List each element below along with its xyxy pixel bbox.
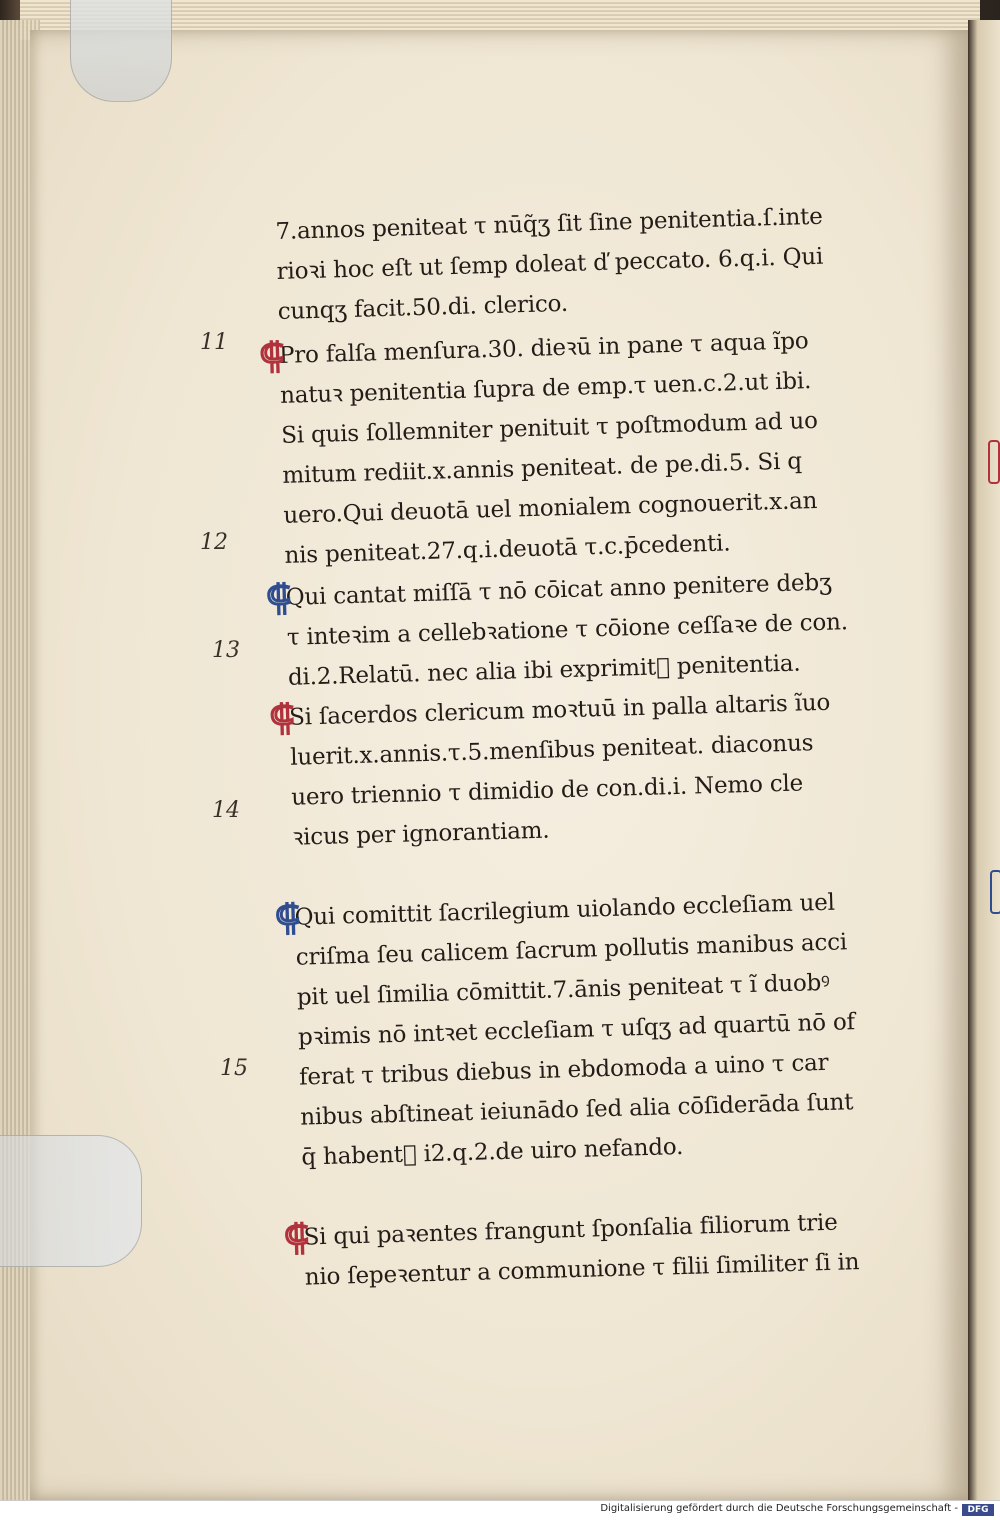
- text-line: mitum rediit.x.annis peniteat. de pe.di.5. Si q: [282, 448, 803, 489]
- paragraph-13: [268, 681, 893, 858]
- red-paragraph-mark: ⸿: [258, 334, 285, 378]
- paragraph-15: [283, 1201, 905, 1298]
- paragraph-0: [275, 195, 878, 332]
- text-line: luerit.x.annis.τ.5.menſibus peniteat. diaconus: [289, 730, 814, 771]
- text-line: uero triennio τ dimidio de con.di.i. Nemo cle: [290, 770, 804, 811]
- text-line: uero.Qui deuotā uel monialem cognouerit.x.an: [283, 487, 818, 529]
- red-paragraph-mark: ⸿: [268, 696, 296, 740]
- main-text-block: [258, 195, 905, 1297]
- text-line: 7.annos peniteat τ nūq̃ʒ ſit ſine penitentia.ſ.inte: [275, 203, 823, 245]
- text-line: Si quis ſollemniter penituit τ poſtmodum ad uo: [280, 407, 819, 449]
- text-line: Qui cantat miſſā τ nō cōicat anno penitere debʒ: [285, 569, 833, 611]
- text-line: Si ſacerdos clericum moꝛtuū in palla altaris ĩuo: [288, 689, 831, 731]
- digitization-footer: [0, 1500, 1000, 1520]
- page-clip-top: [70, 0, 172, 102]
- facing-page-edge: [968, 20, 1000, 1500]
- text-line: criſma ſeu calicem ſacrum pollutis manibus acci: [295, 929, 848, 971]
- blue-paragraph-mark: ⸿: [265, 576, 292, 620]
- text-line: nio ſepeꝛentur a communione τ filii ſimiliter ſi in: [304, 1249, 860, 1291]
- paragraph-11: [258, 319, 884, 576]
- text-line: Qui comittit ſacrilegium uiolando eccleſiam uel: [294, 889, 836, 931]
- facing-page-red-initial: [988, 440, 1000, 484]
- marginal-number-12: 12: [200, 530, 228, 555]
- text-line: nis peniteat.27.q.i.deuotā τ.c.p̄cedenti.: [284, 530, 731, 569]
- text-line: q̄ habent᷑ i2.q.2.de uiro nefando.: [301, 1133, 684, 1171]
- red-paragraph-mark: ⸿: [283, 1216, 310, 1260]
- paragraph-14: [274, 881, 902, 1178]
- marginal-number-15: 15: [220, 1056, 248, 1081]
- marginal-number-13: 13: [212, 638, 240, 663]
- page-clip-left: [0, 1135, 142, 1267]
- text-line: pit uel ſimilia cōmittit.7.ānis peniteat τ ĩ duobꝰ: [296, 969, 831, 1011]
- text-line: cunqʒ facit.50.di. clerico.: [277, 290, 569, 325]
- dfg-credit-text: Digitalisierung gefördert durch die Deutsche Forschungsgemeinschaft -: [600, 1503, 958, 1514]
- text-line: Si qui paꝛentes frangunt ſponſalia filiorum trie: [303, 1209, 838, 1251]
- text-line: pꝛimis nō intꝛet eccleſiam τ uſqʒ ad quartū nō of: [297, 1009, 856, 1051]
- dfg-logo: DFG: [962, 1504, 994, 1516]
- blue-paragraph-mark: ⸿: [274, 896, 301, 940]
- marginal-number-11: 11: [200, 330, 228, 355]
- text-line: Pro falſa menſura.30. dieꝛū in pane τ aqua ĩpo: [278, 328, 809, 369]
- text-line: natuꝛ penitentia ſupra de emp.τ uen.c.2.ut ibi.: [279, 368, 812, 409]
- marginal-number-14: 14: [212, 798, 240, 823]
- paragraph-12: [265, 561, 888, 698]
- text-line: ferat τ tribus diebus in ebdomoda a uino τ car: [298, 1049, 829, 1091]
- text-line: ꝛicus per ignorantiam.: [292, 817, 550, 851]
- text-line: τ inteꝛim a cellebꝛatione τ cōione ceſſaꝛe de con.: [286, 609, 849, 651]
- facing-page-blue-initial: [990, 870, 1000, 914]
- text-line: di.2.Relatū. nec alia ibi exprimit᷑ penitentia.: [287, 650, 801, 691]
- text-line: rioꝛi hoc eſt ut ſemp doleat ď peccato. 6.q.i. Qui: [276, 243, 824, 285]
- text-line: nibus abſtineat ieiunādo ſed alia cōſiderāda ſunt: [299, 1089, 854, 1131]
